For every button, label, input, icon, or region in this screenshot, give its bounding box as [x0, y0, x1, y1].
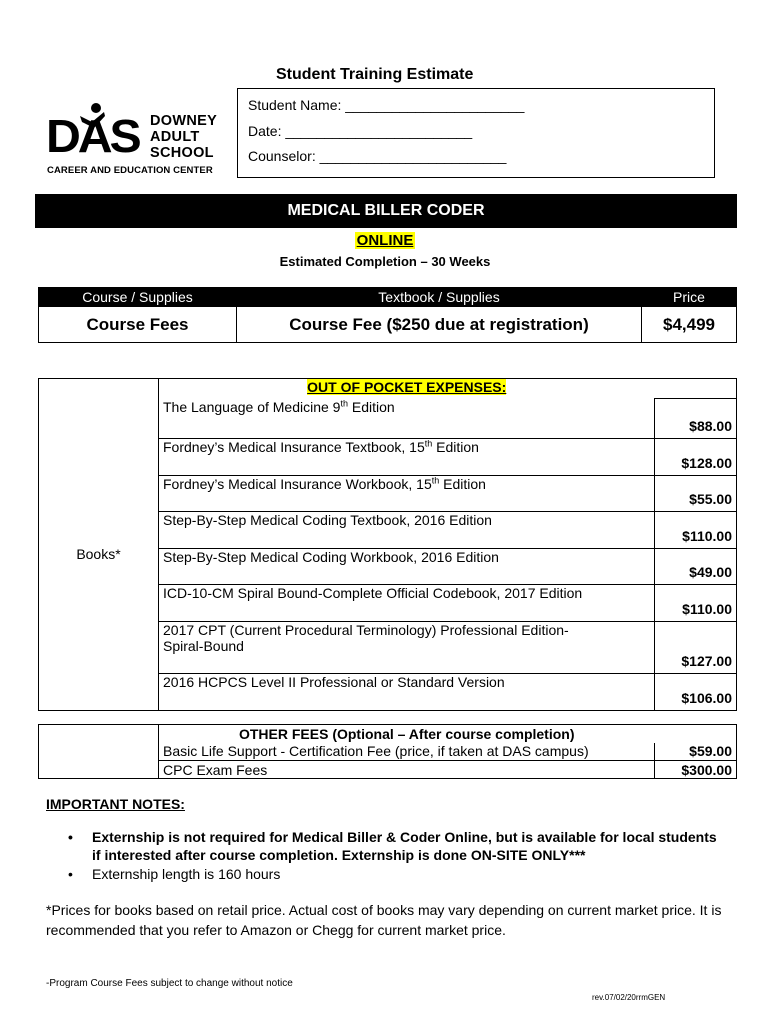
- book-price: $106.00: [655, 674, 737, 711]
- other-fee-row: [39, 743, 737, 761]
- note-item: • Externship is not required for Medical Biller & Coder Online, but is available for local students if interested after course completion. Externship is done ON-SITE ONLY***: [68, 829, 717, 863]
- date-field[interactable]: Date: ________________________: [248, 123, 473, 139]
- other-fees-heading: OTHER FEES (Optional – After course completion): [159, 725, 655, 743]
- book-title: Fordney’s Medical Insurance Workbook, 15th Edition: [159, 476, 655, 512]
- book-price: $128.00: [655, 439, 737, 476]
- logo-word-adult: ADULT: [150, 129, 200, 145]
- book-price: $110.00: [655, 585, 737, 622]
- other-fees-header-row: [39, 725, 737, 743]
- book-title: The Language of Medicine 9th Edition: [159, 399, 655, 439]
- price-disclaimer: *Prices for books based on retail price. Actual cost of books may vary depending on current market price. It is recommended that you refer to Amazon or Chegg for current market price.: [46, 902, 722, 938]
- header-price: Price: [642, 288, 737, 307]
- oop-header-row: [39, 379, 737, 399]
- fees-footnote: -Program Course Fees subject to change without notice: [46, 978, 293, 989]
- logo-word-downey: DOWNEY: [150, 113, 218, 129]
- other-fee-price: $59.00: [655, 743, 737, 761]
- book-title: Step-By-Step Medical Coding Textbook, 2016 Edition: [159, 512, 655, 549]
- other-fee-label: Basic Life Support - Certification Fee (price, if taken at DAS campus): [159, 743, 655, 761]
- book-price: $88.00: [655, 399, 737, 439]
- other-fees-table: [38, 724, 737, 779]
- notes-list: [68, 828, 718, 884]
- book-price: $49.00: [655, 549, 737, 585]
- other-fee-label: CPC Exam Fees: [159, 761, 655, 779]
- note-item: • Externship length is 160 hours: [68, 866, 281, 882]
- course-fees-table: [38, 287, 737, 343]
- book-title: 2017 CPT (Current Procedural Terminology) Professional Edition-Spiral-Bound: [159, 622, 655, 674]
- book-price: $127.00: [655, 622, 737, 674]
- course-fee-price: $4,499: [642, 307, 737, 343]
- student-info-box: [237, 88, 715, 178]
- header-textbook-supplies: Textbook / Supplies: [237, 288, 642, 307]
- header-course-supplies: Course / Supplies: [39, 288, 237, 307]
- logo-letters: DAS: [46, 110, 139, 162]
- estimated-completion: Estimated Completion – 30 Weeks: [279, 254, 491, 269]
- books-category: Books*: [39, 399, 159, 711]
- book-row: [39, 399, 737, 439]
- bullet-icon: •: [68, 829, 73, 845]
- book-price: $55.00: [655, 476, 737, 512]
- logo-tagline: CAREER AND EDUCATION CENTER: [47, 165, 213, 176]
- course-fee-description: Course Fee ($250 due at registration): [237, 307, 642, 343]
- bullet-icon: •: [68, 866, 73, 882]
- delivery-mode-label: ONLINE: [356, 232, 414, 249]
- book-title: Fordney’s Medical Insurance Textbook, 15th Edition: [159, 439, 655, 476]
- logo-word-school: SCHOOL: [150, 145, 214, 161]
- student-name-field[interactable]: Student Name: _______________________: [248, 97, 525, 113]
- other-fee-price: $300.00: [655, 761, 737, 779]
- delivery-mode: [0, 232, 770, 249]
- book-title: ICD-10-CM Spiral Bound-Complete Official Codebook, 2017 Edition: [159, 585, 655, 622]
- counselor-field[interactable]: Counselor: ________________________: [248, 148, 507, 164]
- fees-row: [39, 307, 737, 343]
- revision-code: rev.07/02/20rrmGEN: [592, 993, 666, 1002]
- document-title: Student Training Estimate: [276, 66, 474, 83]
- program-title: MEDICAL BILLER CODER: [35, 194, 737, 228]
- oop-heading-cell: [159, 379, 655, 399]
- book-title: 2016 HCPCS Level II Professional or Standard Version: [159, 674, 655, 711]
- out-of-pocket-table: [38, 378, 737, 711]
- oop-heading: OUT OF POCKET EXPENSES:: [307, 379, 507, 395]
- course-fees-label: Course Fees: [39, 307, 237, 343]
- notes-title: IMPORTANT NOTES:: [46, 796, 185, 812]
- book-title: Step-By-Step Medical Coding Workbook, 2016 Edition: [159, 549, 655, 585]
- book-price: $110.00: [655, 512, 737, 549]
- fees-header-row: [39, 288, 737, 307]
